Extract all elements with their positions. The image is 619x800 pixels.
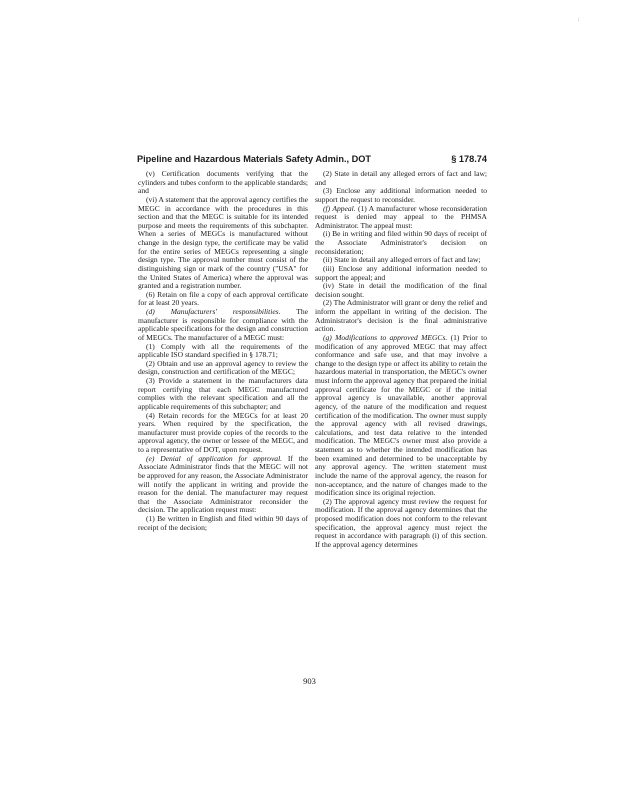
- paragraph-text: (3) Enclose any additional information needed to support the request to reconsider.: [315, 186, 487, 204]
- paragraph-text: If the Associate Administrator finds that the MEGC will not be approved for any reason, the Associate Administrator will notify the applicant in writing and provide the reason for the denial. The manufacturer may request that the Associate Administrator reconsider the decision. The application request must:: [138, 453, 308, 515]
- header-section: § 178.74: [451, 154, 487, 164]
- paragraph: [138, 343, 308, 360]
- paragraph: [315, 265, 487, 282]
- paragraph-text: (6) Retain on file a copy of each approval certificate for at least 20 years.: [138, 289, 308, 308]
- paragraph-text: (iv) State in detail the modification of the final decision sought.: [315, 281, 487, 299]
- paragraph-text: (ii) State in detail any alleged errors of fact and law;: [323, 255, 481, 265]
- paragraph-heading: (e) Denial of application for approval.: [146, 453, 283, 463]
- paragraph: [138, 515, 308, 532]
- paragraph-text: The manufacturer is responsible for compliance with the applicable specifications for the design and construction of MEGCs. The manufacturer of a MEGC must:: [138, 307, 309, 342]
- paragraph: [315, 205, 487, 231]
- right-text-column: [315, 170, 487, 550]
- paragraph: [138, 412, 308, 455]
- paragraph: [315, 230, 487, 256]
- left-text-column: [138, 170, 308, 532]
- paragraph-text: (iii) Enclose any additional information needed to support the appeal; and: [315, 263, 487, 282]
- paragraph: [315, 187, 487, 204]
- paragraph: [315, 299, 487, 334]
- paragraph-text: (3) Provide a statement in the manufacturers data report certifying that each MEGC manufactured complies with the relevant specification and all the applicable requirements of this subchapter; and: [138, 376, 308, 411]
- paragraph: [138, 360, 308, 377]
- paragraph-text: (1) A manufacturer whose reconsideration request is denied may appeal to the PHMSA Administrator. The appeal must:: [315, 203, 487, 230]
- paragraph: [138, 196, 308, 291]
- paragraph: [315, 170, 487, 187]
- paragraph-heading: (g) Modifications to approved MEGCs.: [323, 332, 448, 342]
- corner-mark: :: [578, 18, 580, 23]
- paragraph-text: (1) Prior to modification of any approved MEGC that may affect conformance and safe use, and that may involve a change to the design type or affect its ability to retain the hazardous material in transportation, the MEGC's owner must inform the approval agency that prepared the initial approval certificate for the MEGC or if the initial approval agency is unavailable, another approval agency, of the nature of the modification and request certification of the modification. The owner must supply the approval agency with all revised drawings, calculations, and test data relative to the intended modification. The MEGC's owner must also provide a statement as to whether the intended modification has been examined and determined to be unacceptable by any approval agency. The written statement must include the name of the approval agency, the reason for non-acceptance, and the nature of changes made to the modification since its original rejection.: [315, 332, 487, 498]
- paragraph-heading: (d) Manufacturers' responsibilities.: [146, 307, 281, 316]
- paragraph-text: (2) The Administrator will grant or deny the relief and inform the appellant in writing of the decision. The Administrator's decision is the final administrative action.: [315, 298, 487, 334]
- paragraph-text: (1) Comply with all the requirements of the applicable ISO standard specified in § 178.71;: [138, 341, 308, 360]
- paragraph: [315, 334, 487, 498]
- paragraph: [138, 170, 308, 196]
- paragraph-text: (2) State in detail any alleged errors of fact and law; and: [315, 169, 487, 187]
- paragraph-text: (4) Retain records for the MEGCs for at least 20 years. When required by the specification, the manufacturer must provide copies of the records to the approval agency, the owner or lessee of the MEGC, and to a representative of DOT, upon request.: [138, 410, 308, 454]
- paragraph: [315, 282, 487, 299]
- running-header: [137, 154, 487, 168]
- paragraph-text: (2) The approval agency must review the request for modification. If the approval agency determines that the proposed modification does not conform to the relevant specification, the approval agency must reject the request in accordance with paragraph (i) of this section. If the approval agency determines: [315, 496, 487, 549]
- paragraph: [138, 308, 308, 343]
- page-number: 903: [303, 676, 316, 686]
- paragraph-text: (i) Be in writing and filed within 90 days of receipt of the Associate Administrator's decision on reconsideration;: [315, 229, 487, 256]
- paragraph-text: (2) Obtain and use an approval agency to review the design, construction and certification of the MEGC;: [138, 358, 308, 377]
- paragraph-text: (vi) A statement that the approval agency certifies the MEGC in accordance with the procedures in this section and that the MEGC is suitable for its intended purpose and meets the requirements of this subchapter. When a series of MEGCs is manufactured without change in the design type, the certificate may be valid for the entire series of MEGCs representing a single design type. The approval number must consist of the distinguishing sign or mark of the country ("USA" for the United States of America) where the approval was granted and a registration number.: [138, 194, 308, 291]
- paragraph: [315, 498, 487, 550]
- paragraph: [138, 377, 308, 412]
- paragraph-heading: (f) Appeal.: [323, 203, 356, 213]
- paragraph: [138, 291, 308, 308]
- paragraph: [138, 455, 308, 515]
- header-title: Pipeline and Hazardous Materials Safety Admin., DOT: [137, 154, 371, 164]
- paragraph-text: (v) Certification documents verifying that the cylinders and tubes conform to the applicable standards; and: [138, 169, 308, 196]
- paragraph-text: (1) Be written in English and filed within 90 days of receipt of the decision;: [138, 514, 308, 532]
